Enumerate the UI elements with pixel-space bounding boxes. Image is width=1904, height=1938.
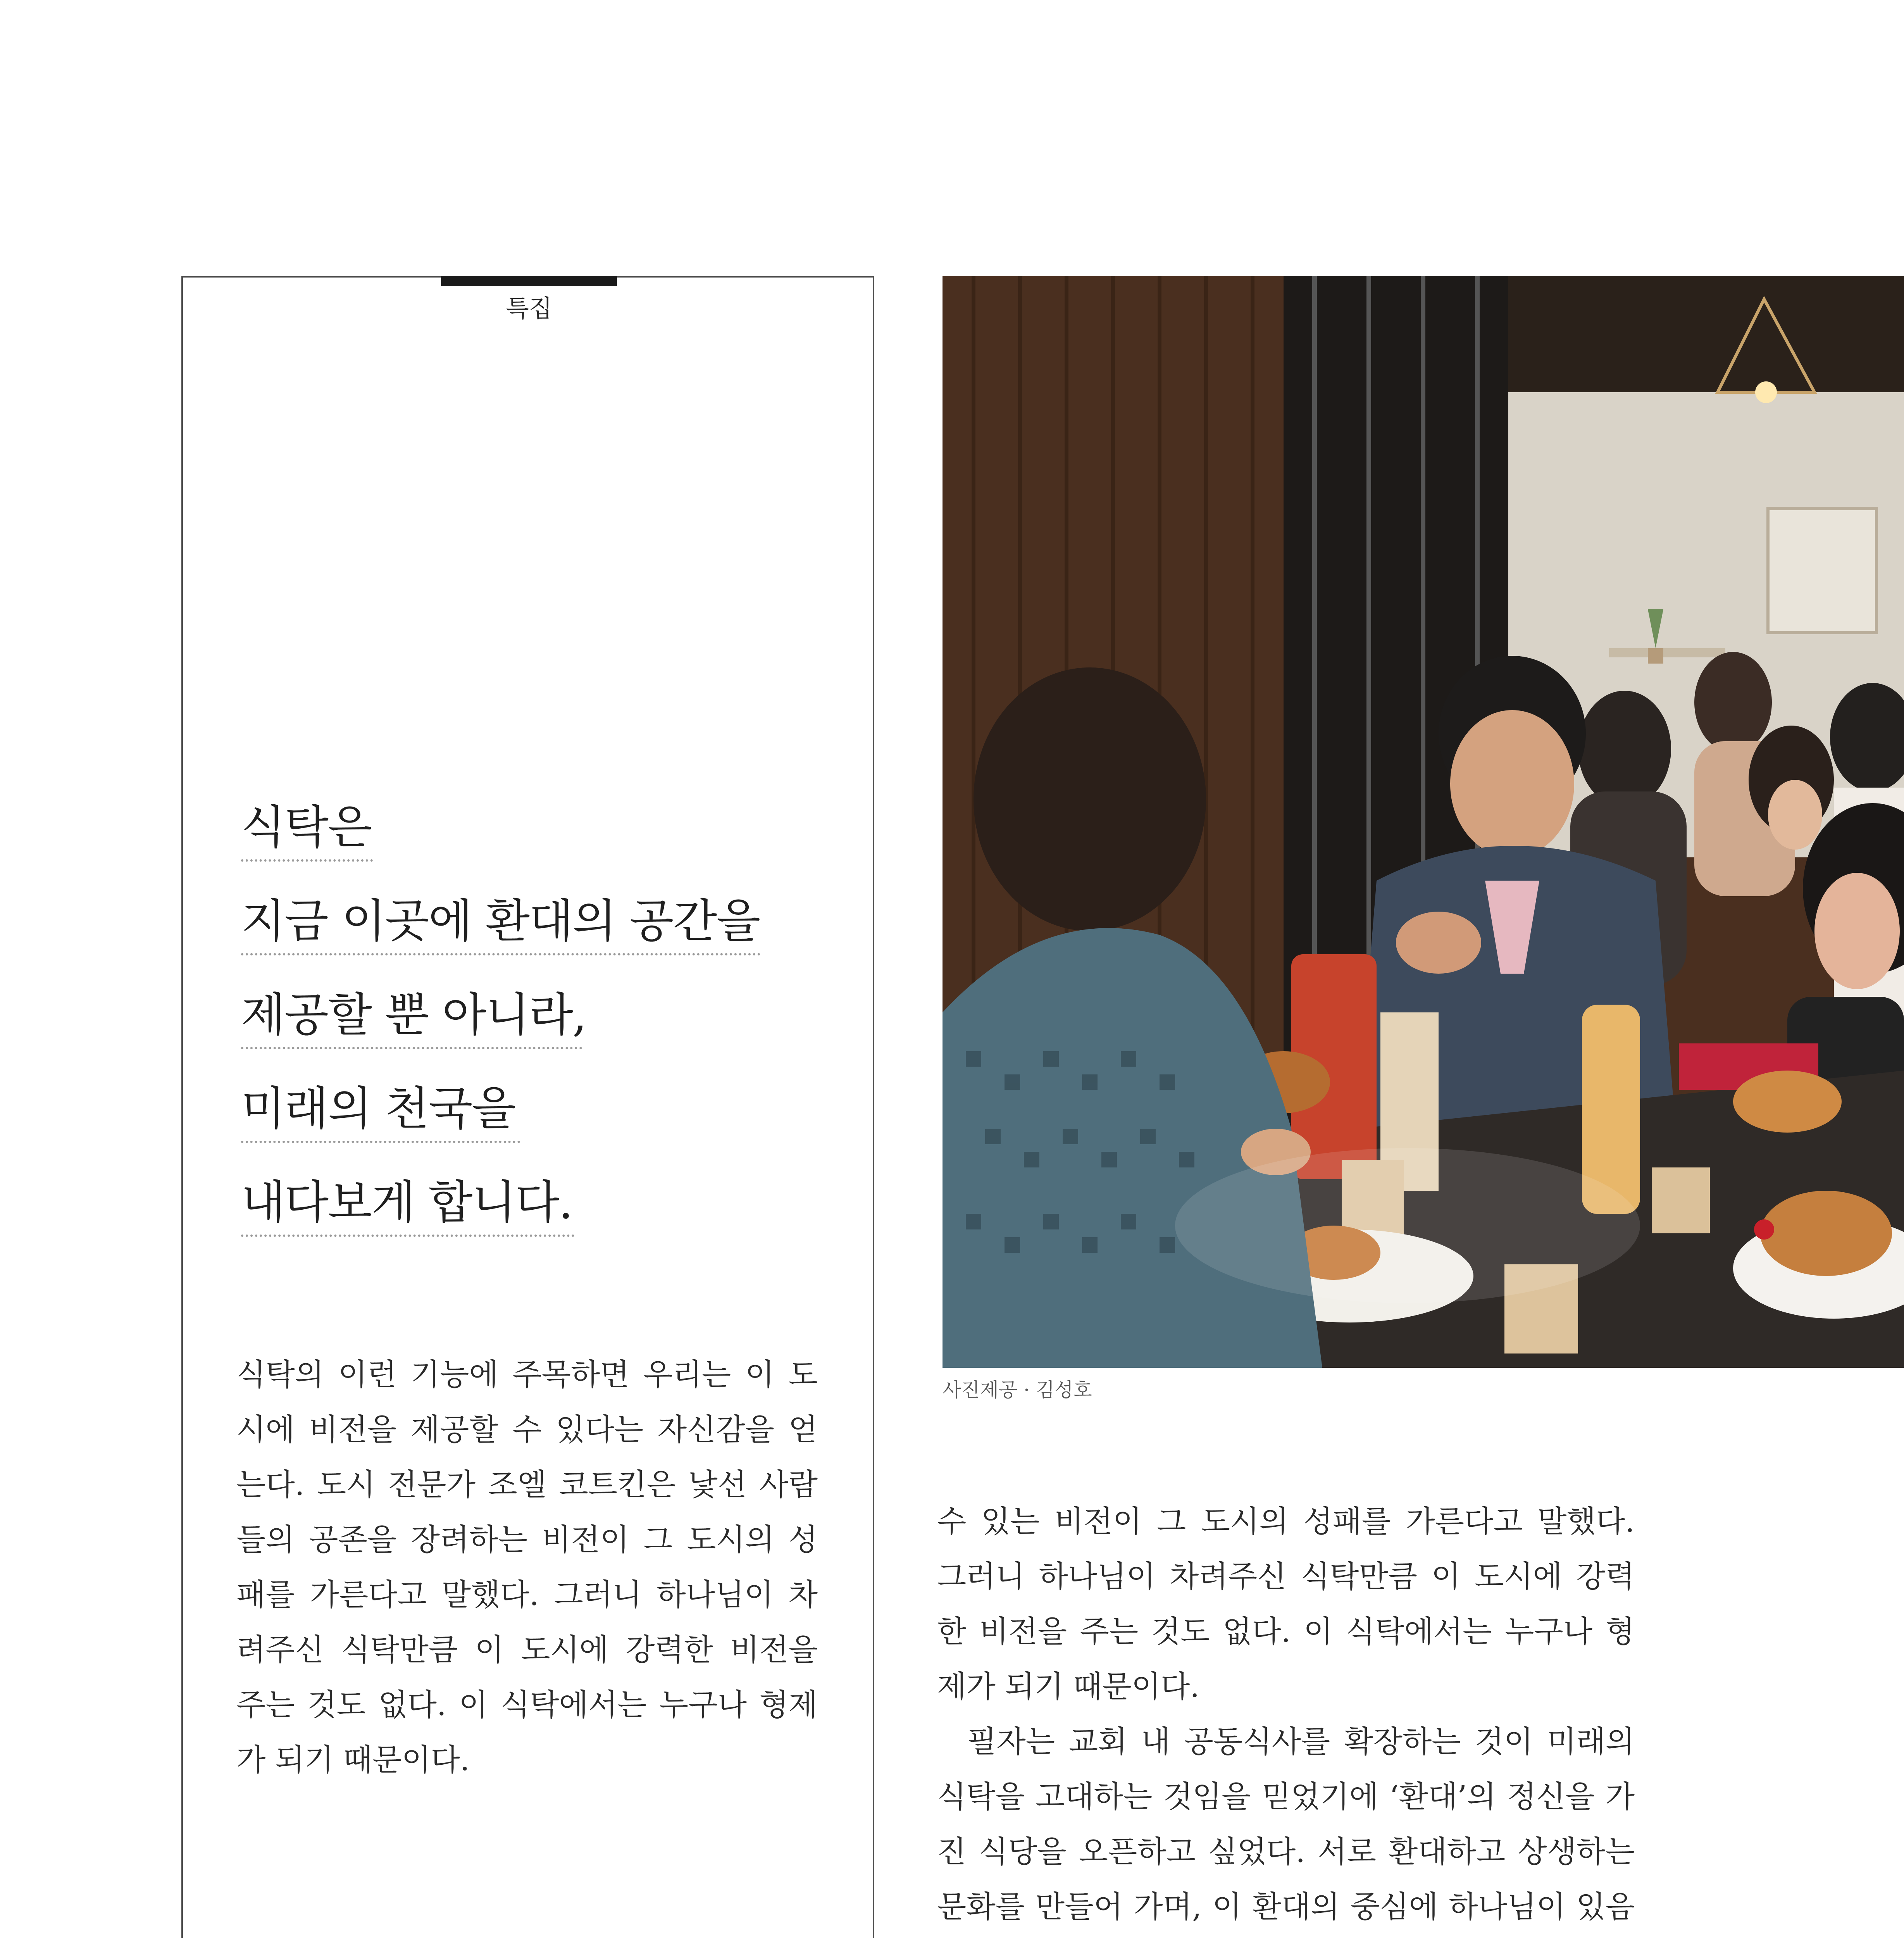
pull-quote-line: 내다보게 합니다. bbox=[241, 1176, 572, 1229]
feature-sidebar-box bbox=[181, 276, 874, 1938]
pull-quote-line: 제공할 뿐 아니라, bbox=[241, 988, 586, 1041]
pull-quote-line: 식탁은 bbox=[241, 800, 371, 854]
pull-quote bbox=[241, 795, 846, 1264]
pull-quote-rule bbox=[241, 953, 760, 955]
pull-quote-line: 지금 이곳에 환대의 공간을 bbox=[241, 894, 760, 948]
pull-quote-rule bbox=[241, 1141, 520, 1143]
right-body-text bbox=[937, 1494, 1635, 1938]
pull-quote-rule bbox=[241, 1235, 574, 1237]
left-body-text: 식탁의 이런 기능에 주목하면 우리는 이 도시에 비전을 제공할 수 있다는 자신감을 얻는다. 도시 전문가 조엘 코트킨은 낯선 사람들의 공존을 장려하는 비전이 그 도시의 성패를 가른다고 말했다. 그러니 하나님이 차려주신 식탁만큼 이 도시에 강력한 비전을 주는 것도 없다. 이 식탁에서는 누구나 형제가 되기 때문이다. bbox=[236, 1357, 818, 1778]
section-label: 특집 bbox=[506, 294, 552, 322]
pull-quote-rule bbox=[241, 1047, 582, 1049]
pull-quote-rule bbox=[241, 859, 373, 862]
paragraph: 필자는 교회 내 공동식사를 확장하는 것이 미래의 식탁을 고대하는 것임을 믿었기에 ‘환대’의 정신을 가진 식당을 오픈하고 싶었다. 서로 환대하고 상생하는 문화를 만들어 가며, 이 환대의 중심에 하나님이 있음 bbox=[937, 1724, 1635, 1924]
pull-quote-line: 미래의 천국을 bbox=[241, 1082, 515, 1135]
section-tab-bar bbox=[441, 276, 617, 286]
restaurant-photo bbox=[943, 276, 1904, 1368]
paragraph: 수 있는 비전이 그 도시의 성패를 가른다고 말했다. 그러니 하나님이 차려주신 식탁만큼 이 도시에 강력한 비전을 주는 것도 없다. 이 식탁에서는 누구나 형제가 되기 때문이다. bbox=[937, 1504, 1635, 1704]
photo-caption: 사진제공 · 김성호 bbox=[943, 1379, 1092, 1401]
